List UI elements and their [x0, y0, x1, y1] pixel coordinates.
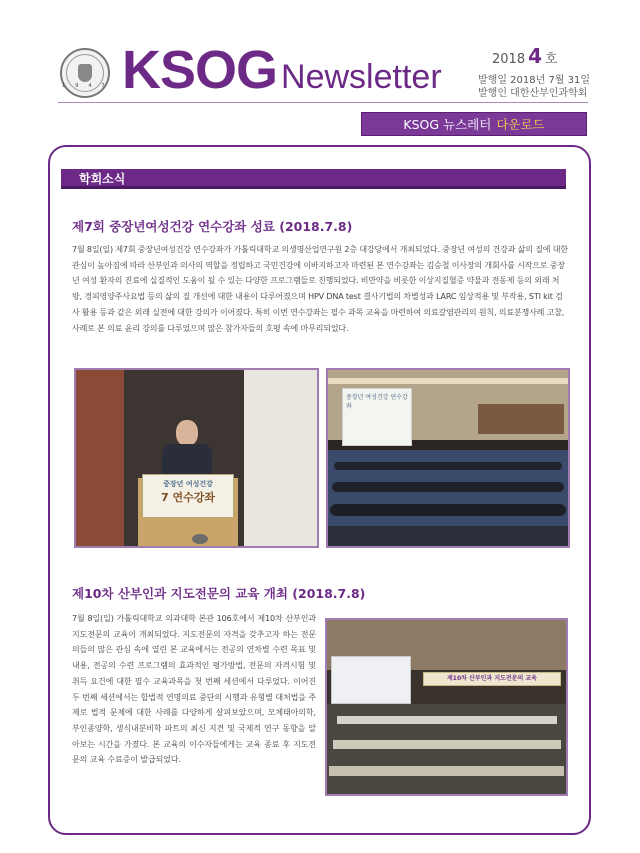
header-divider — [58, 102, 588, 103]
issue-year: 2018 — [492, 52, 526, 67]
brand-ksog: KSOG — [122, 40, 278, 100]
brand-newsletter: Newsletter — [281, 58, 442, 96]
issue-num: 4 — [528, 44, 543, 68]
lecture-screen-text: 중장년 여성건강 연수강좌 — [346, 394, 408, 410]
article2-title: 제10차 산부인과 지도전문의 교육 개최 (2018.7.8) — [72, 586, 366, 601]
article2-body: 7월 8일(일) 가톨릭대학교 의과대학 본관 106호에서 제10차 산부인과 지도전문의 교육이 개최되었다. 지도전문의 자격을 갖추고자 하는 전문의들의 많은 관심 속에 열린 본 교육에서는 전공의 연차별 수련 목표 및 내용, 전공의 수련 프로그램의 효과적인 평가방법, 전문의 자격시험 및 취득 요건에 대한 필수 교육과목을 첫 번째 세션에서 다루었다. 이어진 두 번째 세션에서는 합법적 연명의료 중단의 시행과 유형별 대처법을 주제로 법적 문제에 대한 사례를 다양하게 살펴보았으며, 모체태아의학, 부인종양학, 생식내분비학 파트의 최신 지견 및 국제적 연구 동향을 알아보는 시간을 가졌다. 본 교육의 이수자들에게는 교육 종료 후 지도전문의 교육 수료증이 발급되었다. — [72, 614, 316, 765]
photo-lecture-hall — [326, 368, 570, 548]
download-accent: 다운로드 — [496, 117, 545, 132]
issue-suffix: 호 — [545, 52, 558, 67]
section-header — [61, 169, 566, 189]
lecture-screen — [342, 388, 412, 446]
publish-meta — [478, 74, 590, 100]
publisher: 발행인 대한산부인과학회 — [478, 88, 588, 99]
article1-title: 제7회 중장년여성건강 연수강좌 성료 (2018.7.8) — [72, 219, 353, 234]
section-title: 학회소식 — [79, 172, 126, 186]
download-label: KSOG 뉴스레터 — [403, 117, 492, 132]
classroom-banner: 제10차 산부인과 지도전문의 교육 — [423, 672, 561, 686]
podium-banner — [142, 474, 234, 518]
issue-number — [492, 44, 558, 68]
society-seal-logo — [60, 48, 115, 98]
podium-banner-line2: 7 연수강좌 — [161, 491, 215, 504]
newsletter-masthead — [122, 40, 442, 100]
photo-classroom — [325, 618, 568, 796]
seal-year: 1947 — [62, 83, 115, 89]
newsletter-download-button[interactable] — [361, 112, 587, 136]
article1-body: 7월 8일(일) 제7회 중장년여성건강 연수강좌가 가톨릭대학교 의생명산업연구원 2층 대강당에서 개최되었다. 중장년 여성의 건강과 삶의 질에 대한 관심이 높아짐에 따라 산부인과 의사의 역할을 정립하고 국민건강에 이바지하고자 마련된 본 연수강좌는 김승철 이사장의 개회사를 시작으로 중장년 여성 환자의 진료에 실질적인 도움이 될 수 있는 다양한 프로그램들로 진행되었다. 비만약을 비롯한 이상지질혈증 약물과 전동제 등의 외래 처방, 경피영양주사요법 등의 삶의 질 개선에 대한 내용이 다루어졌으며 HPV DNA test 결사기법의 차별성과 LARC 임상적용 및 부작용, STI kit 검사 활용 등과 같은 외래 실전에 대한 강의가 이어졌다. 특히 이번 연수강좌는 필수 과목 교육을 마련하여 의료갈염관리의 원칙, 의료분쟁사례 고찰, 사례로 본 의료 윤리 강의를 다루었으며 많은 참가자들의 호평 속에 마무리되었다. — [72, 245, 568, 333]
podium-banner-line1: 중장년 여성건강 — [163, 480, 213, 488]
photo-speaker-podium — [74, 368, 319, 548]
publish-date: 발행일 2018년 7월 31일 — [478, 75, 591, 86]
